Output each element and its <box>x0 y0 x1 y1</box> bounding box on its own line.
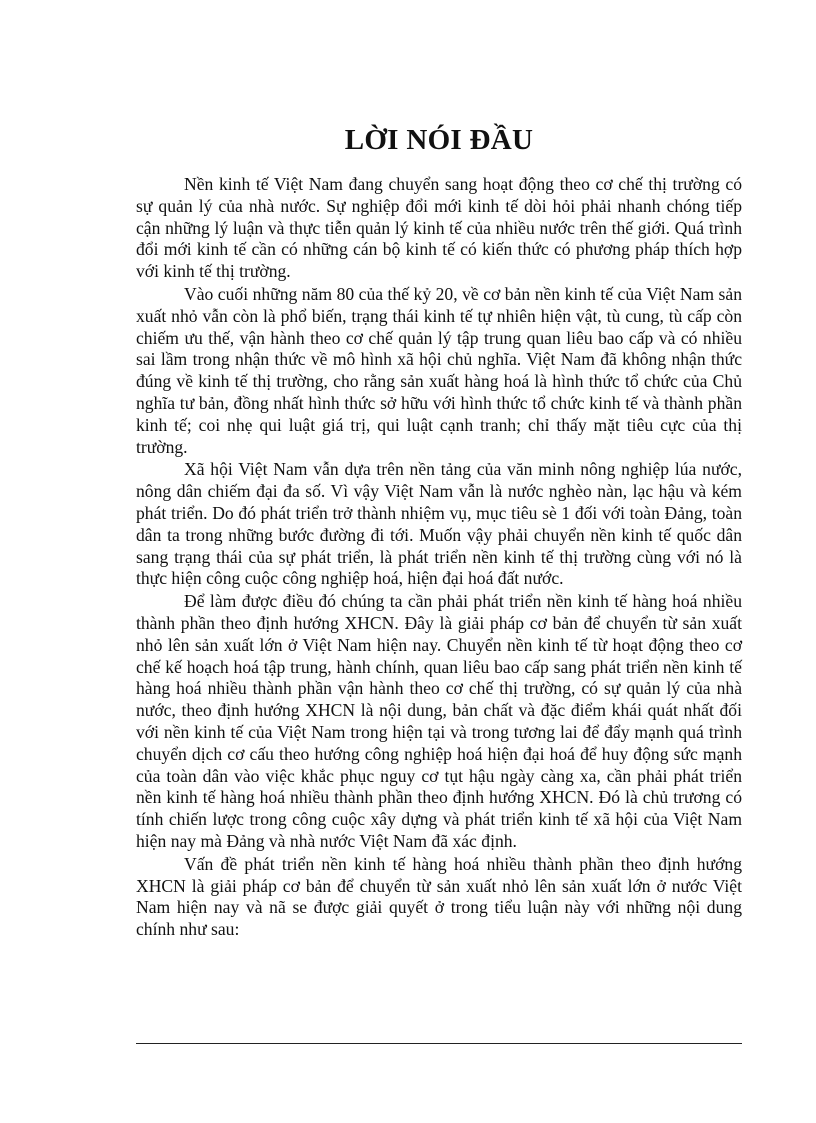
paragraph-3: Xã hội Việt Nam vẫn dựa trên nền tảng của văn minh nông nghiệp lúa nước, nông dân chiếm đại đa số. Vì vậy Việt Nam vẫn là nước nghèo nàn, lạc hậu và kém phát triển. Do đó phát triển trở thành nhiệm vụ, mục tiêu sè 1 đối với toàn Đảng, toàn dân ta trong những bước đường đi tới. Muốn vậy phải chuyển nền kinh tế quốc dân sang trạng thái của sự phát triển, là phát triển nền kinh tế thị trường cùng với nó là thực hiện công cuộc công nghiệp hoá, hiện đại hoá đất nước. <box>136 459 742 589</box>
paragraph-2: Vào cuối những năm 80 của thế kỷ 20, về cơ bản nền kinh tế của Việt Nam sản xuất nhỏ vẫn còn là phổ biến, trạng thái kinh tế tự nhiên hiện vật, tù cung, tù cấp còn chiếm ưu thế, vận hành theo cơ chế quản lý tập trung quan liêu bao cấp và có nhiều sai lầm trong nhận thức về mô hình xã hội chủ nghĩa. Việt Nam đã không nhận thức đúng về kinh tế thị trường, cho rằng sản xuất hàng hoá là hình thức tổ chức của Chủ nghĩa tư bản, đồng nhất hình thức sở hữu với hình thức tổ chức kinh tế và thành phần kinh tế; coi nhẹ qui luật giá trị, qui luật cạnh tranh; chỉ thấy mặt tiêu cực của thị trường. <box>136 283 742 457</box>
paragraph-4: Để làm được điều đó chúng ta cần phải phát triển nền kinh tế hàng hoá nhiều thành phần theo định hướng XHCN. Đây là giải pháp cơ bản để chuyển từ sản xuất nhỏ lên sản xuất lớn ở Việt Nam hiện nay. Chuyển nền kinh tế từ hoạt động theo cơ chế kế hoạch hoá tập trung, hành chính, quan liêu bao cấp sang phát triển nền kinh tế hàng hoá nhiều thành phần vận hành theo cơ chế thị trường, có sự quản lý của nhà nước, theo định hướng XHCN là nội dung, bản chất và đặc điểm khái quát nhất đối với nền kinh tế của Việt Nam trong hiện tại và trong tương lai để đẩy mạnh quá trình chuyển dịch cơ cấu theo hướng công nghiệp hoá hiện đại hoá để huy động sức mạnh của toàn dân vào việc khắc phục nguy cơ tụt hậu ngày càng xa, cần phải phát triển nền kinh tế hàng hoá nhiều thành phần theo định hướng XHCN. Đó là chủ trương có tính chiến lược trong công cuộc xây dựng và phát triển kinh tế xã hội của Việt Nam hiện nay mà Đảng và nhà nước Việt Nam đã xác định. <box>136 591 742 851</box>
page-title: LỜI NÓI ĐẦU <box>344 124 534 156</box>
footer-divider <box>136 1043 742 1044</box>
paragraph-1: Nền kinh tế Việt Nam đang chuyển sang hoạt động theo cơ chế thị trường có sự quản lý của nhà nước. Sự nghiệp đổi mới kinh tế dòi hỏi phải nhanh chóng tiếp cận những lý luận và thực tiễn quản lý kinh tế của nhiều nước trên thế giới. Quá trình đổi mới kinh tế cần có những cán bộ kinh tế có kiến thức có phương pháp thích hợp với kinh tế thị trường. <box>136 174 742 282</box>
document-body <box>136 174 742 941</box>
paragraph-5: Vấn đề phát triển nền kinh tế hàng hoá nhiều thành phần theo định hướng XHCN là giải pháp cơ bản để chuyển từ sản xuất nhỏ lên sản xuất lớn ở nước Việt Nam hiện nay và nã se được giải quyết ở trong tiểu luận này với những nội dung chính như sau: <box>136 853 742 940</box>
